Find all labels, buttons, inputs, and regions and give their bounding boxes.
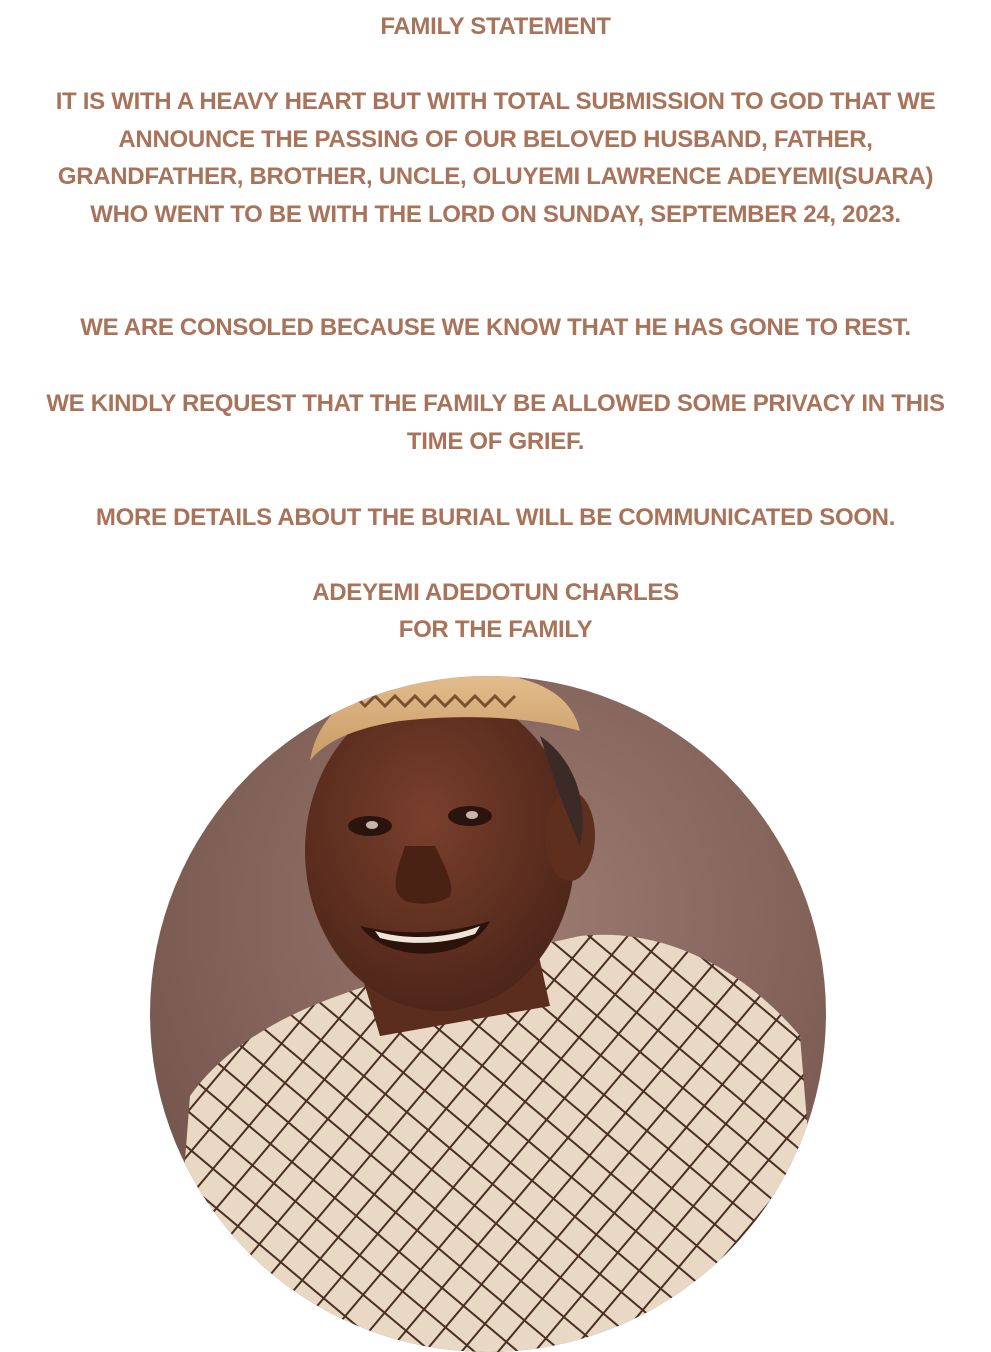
announcement-paragraph: IT IS WITH A HEAVY HEART BUT WITH TOTAL SUBMISSION TO GOD THAT WE ANNOUNCE THE PASSING OF OUR BELOVED HUSBAND, FATHER, GRANDFATHER, BROTHER, UNCLE, OLUYEMI LAWRENCE ADEYEMI(SUARA) WHO WENT TO BE WITH THE LORD ON SUNDAY, SEPTEMBER 24, 2023. <box>55 88 936 228</box>
burial-details-paragraph: MORE DETAILS ABOUT THE BURIAL WILL BE COMMUNICATED SOON. <box>95 504 896 531</box>
signature-block <box>40 574 951 648</box>
signatory-name: ADEYEMI ADEDOTUN CHARLES <box>312 579 679 606</box>
signatory-role: FOR THE FAMILY <box>398 616 593 643</box>
portrait-photo <box>150 676 826 1352</box>
statement-title: FAMILY STATEMENT <box>380 13 611 40</box>
consolation-paragraph: WE ARE CONSOLED BECAUSE WE KNOW THAT HE HAS GONE TO REST. <box>80 314 911 341</box>
portrait-photo-icon <box>150 676 826 1352</box>
privacy-request-paragraph: WE KINDLY REQUEST THAT THE FAMILY BE ALLOWED SOME PRIVACY IN THIS TIME OF GRIEF. <box>46 390 945 455</box>
